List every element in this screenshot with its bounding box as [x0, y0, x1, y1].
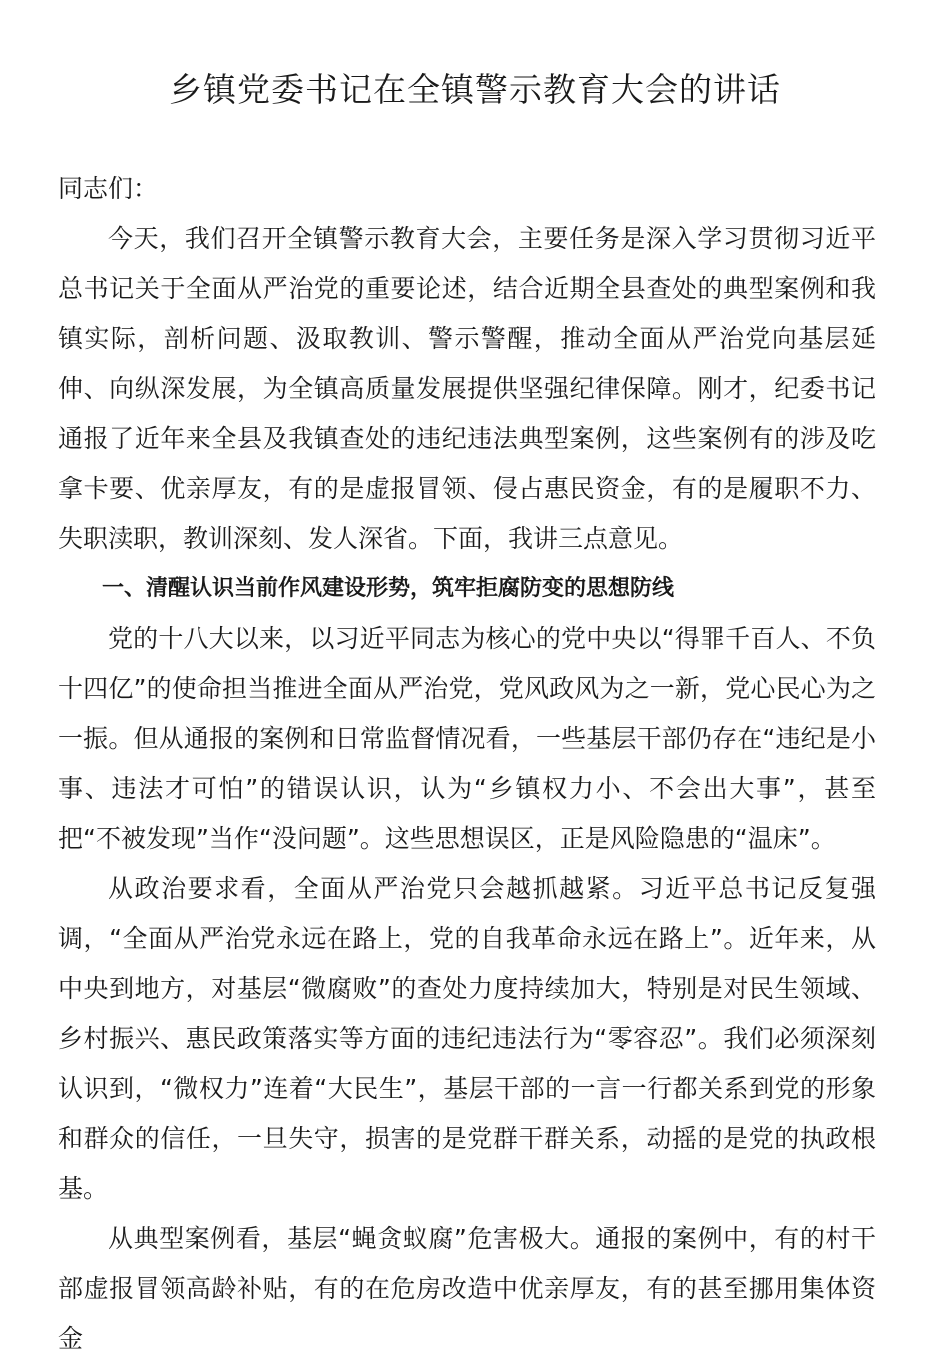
section-paragraph: 党的十八大以来，以习近平同志为核心的党中央以“得罪千百人、不负十四亿”的使命担当推进全面从严治党，党风政风为之一新，党心民心为之一振。但从通报的案例和日常监督情况看，一些基层干部仍存在“违纪是小事、违法才可怕”的错误认识，认为“乡镇权力小、不会出大事”，甚至把“不被发现”当作“没问题”。这些思想误区，正是风险隐患的“温床”。 [58, 624, 876, 853]
intro-paragraph: 今天，我们召开全镇警示教育大会，主要任务是深入学习贯彻习近平总书记关于全面从严治党的重要论述，结合近期全县查处的典型案例和我镇实际，剖析问题、汲取教训、警示警醒，推动全面从严治党向基层延伸、向纵深发展，为全镇高质量发展提供坚强纪律保障。刚才，纪委书记通报了近年来全县及我镇查处的违纪违法典型案例，这些案例有的涉及吃拿卡要、优亲厚友，有的是虚报冒领、侵占惠民资金，有的是履职不力、失职渎职，教训深刻、发人深省。下面，我讲三点意见。 [58, 224, 876, 553]
section-heading: 一、清醒认识当前作风建设形势，筑牢拒腐防变的思想防线 [102, 576, 675, 601]
section-paragraph: 从典型案例看，基层“蝇贪蚁腐”危害极大。通报的案例中，有的村干部虚报冒领高龄补贴，有的在危房改造中优亲厚友，有的甚至挪用集体资金 [58, 1224, 876, 1353]
salutation: 同志们： [58, 174, 159, 203]
section-paragraph: 从政治要求看，全面从严治党只会越抓越紧。习近平总书记反复强调，“全面从严治党永远在路上，党的自我革命永远在路上”。近年来，从中央到地方，对基层“微腐败”的查处力度持续加大，特别是对民生领域、乡村振兴、惠民政策落实等方面的违纪违法行为“零容忍”。我们必须深刻认识到，“微权力”连着“大民生”，基层干部的一言一行都关系到党的形象和群众的信任，一旦失守，损害的是党群干群关系，动摇的是党的执政根基。 [58, 874, 876, 1203]
document-body [58, 164, 876, 1364]
document-title: 乡镇党委书记在全镇警示教育大会的讲话 [169, 70, 781, 109]
